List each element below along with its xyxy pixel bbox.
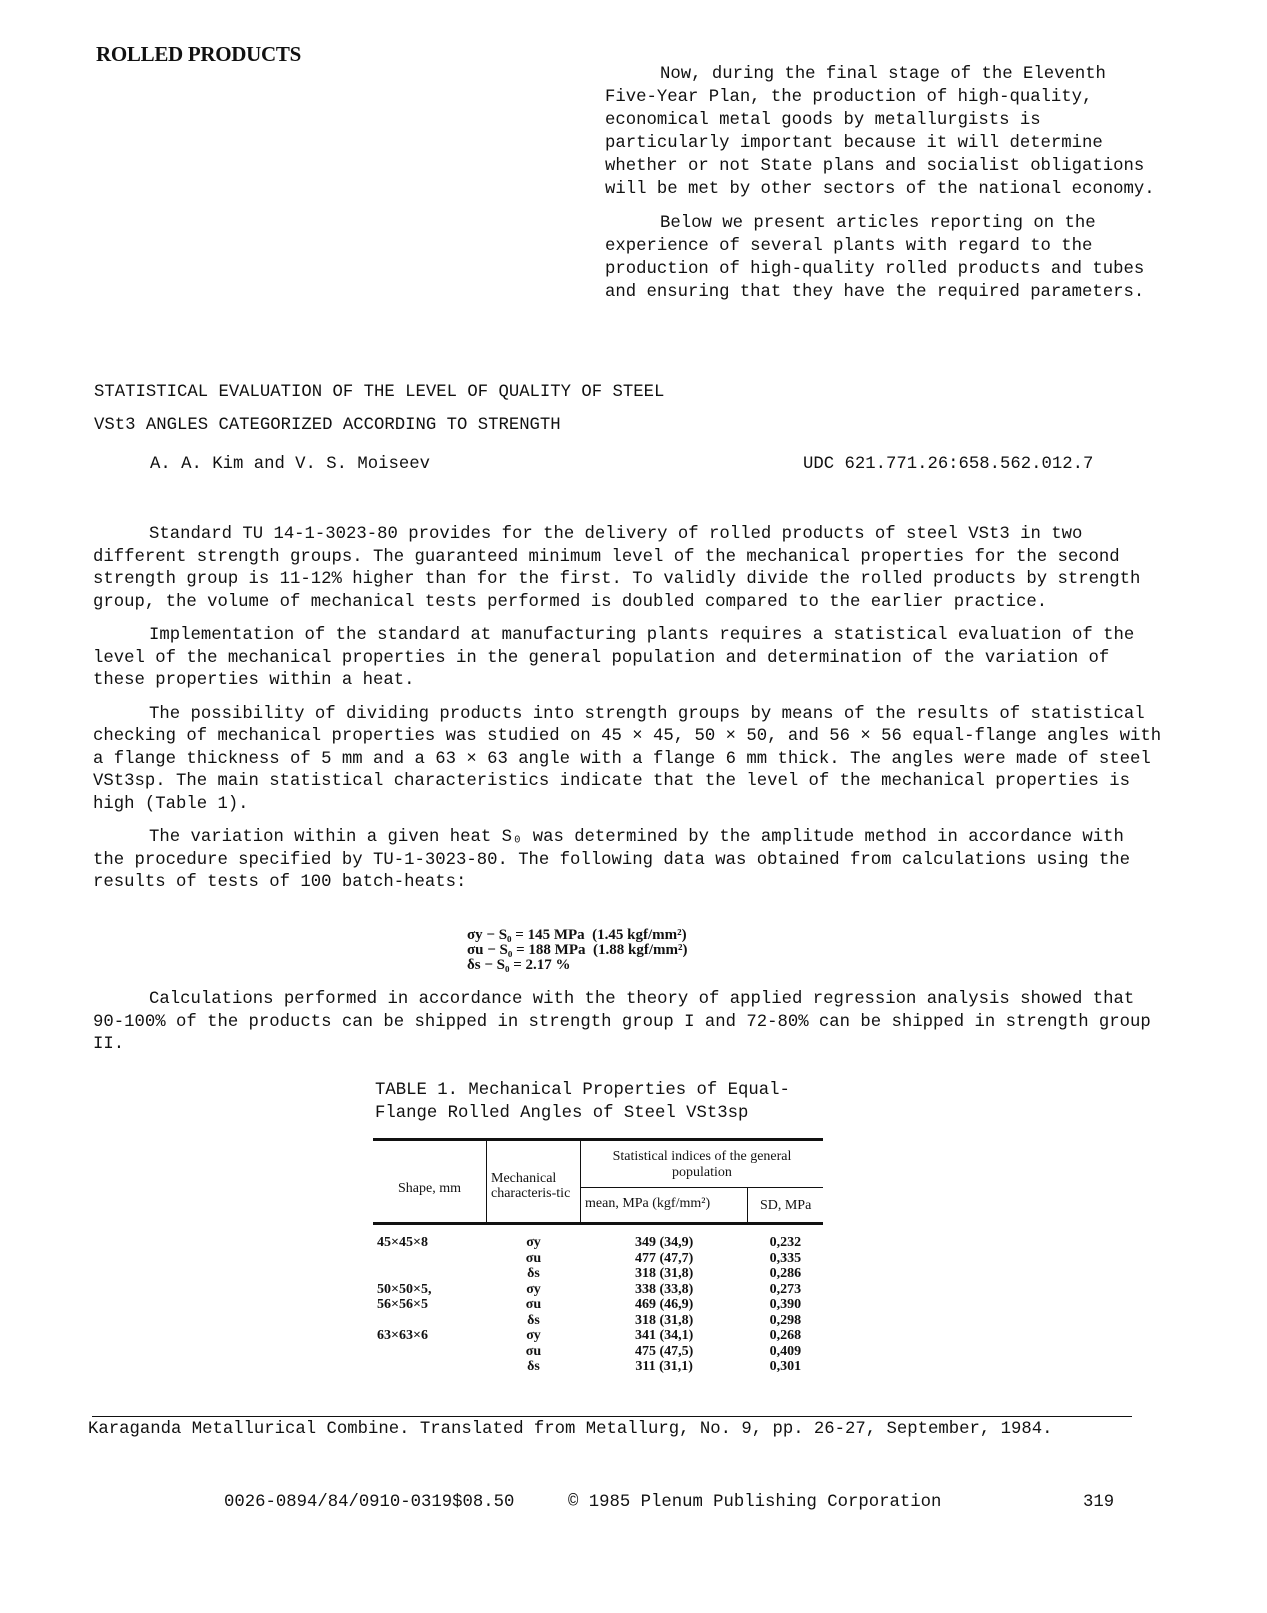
cell-mean: 477 (47,7) — [634, 1250, 694, 1266]
article-title-line-2: VSt3 ANGLES CATEGORIZED ACCORDING TO STRENGTH — [94, 416, 561, 435]
article-title — [94, 376, 664, 442]
table-row — [373, 1297, 823, 1313]
cell-mean: 341 (34,1) — [634, 1328, 694, 1343]
cell-sd: 0,409 — [769, 1343, 802, 1359]
cell-characteristic: σy — [526, 1328, 541, 1343]
footnote: Karaganda Metallurical Combine. Translated from Metallurg, No. 9, pp. 26-27, September, 1984. — [88, 1420, 1053, 1439]
cell-characteristic: δs — [527, 1312, 540, 1328]
body-paragraph-4: The variation within a given heat S₀ was determined by the amplitude method in accordance with the procedure specified by TU-1-3023-80. The following data was obtained from calculations using the results of tests of 100 batch-heats: — [93, 828, 1131, 892]
cell-characteristic: σy — [526, 1281, 541, 1297]
table-row — [373, 1328, 823, 1344]
cell-sd: 0,335 — [769, 1250, 802, 1266]
cell-sd: 0,273 — [769, 1281, 802, 1297]
cell-mean: 475 (47,5) — [634, 1343, 694, 1359]
formula-ultimate: σu − S₀ = 188 MPa (1.88 kgf/mm²) — [467, 942, 688, 958]
cell-characteristic: σu — [525, 1250, 542, 1266]
cell-mean: 318 (31,8) — [634, 1312, 694, 1328]
cell-mean: 318 (31,8) — [634, 1266, 694, 1281]
cell-mean: 469 (46,9) — [634, 1297, 694, 1312]
body-paragraph-2: Implementation of the standard at manufacturing plants requires a statistical evaluation of the level of the mechanical properties in the general population and determination of the variation of these properties within a heat. — [93, 626, 1135, 690]
formula-yield: σy − S₀ = 145 MPa (1.45 kgf/mm²) — [467, 927, 687, 943]
formula-elongation: δs − S₀ = 2.17 % — [467, 957, 571, 973]
table-row — [373, 1344, 823, 1360]
intro-paragraph-2: Below we present articles reporting on the experience of several plants with regard to the production of high-quality rolled products and tubes and ensuring that they have the required parameters. — [605, 214, 1145, 302]
body-paragraph-3: The possibility of dividing products into strength groups by means of the results of statistical checking of mechanical properties was studied on 45 × 45, 50 × 50, and 56 × 56 equal-flange angles with a flange thickness of 5 mm and a 63 × 63 angle with a flange 6 mm thick. The angles were made of steel VSt3sp. The main statistical characteristics indicate that the level of the mechanical properties is high (Table 1). — [93, 704, 1162, 814]
cell-mean: 338 (33,8) — [634, 1281, 694, 1297]
cell-mean: 311 (31,1) — [635, 1359, 693, 1374]
cell-characteristic: δs — [527, 1359, 540, 1374]
cell-sd: 0,268 — [769, 1328, 802, 1343]
copyright: © 1985 Plenum Publishing Corporation — [568, 1493, 942, 1512]
cell-shape: 45×45×8 — [377, 1235, 428, 1250]
cell-sd: 0,301 — [769, 1359, 802, 1374]
cell-shape — [373, 1313, 487, 1329]
footnote-divider — [92, 1416, 1132, 1417]
cell-shape: 50×50×5, — [377, 1281, 432, 1297]
cell-characteristic: σu — [525, 1297, 542, 1312]
body-paragraph-5: Calculations performed in accordance with the theory of applied regression analysis showed that 90-100% of the products can be shipped in strength group I and 72-80% can be shipped in strength group II. — [93, 990, 1151, 1054]
article-body — [93, 524, 1163, 906]
header-sd: SD, MPa — [748, 1188, 823, 1224]
header-shape: Shape, mm — [373, 1140, 487, 1224]
cell-characteristic: σy — [526, 1235, 541, 1250]
cell-sd: 0,298 — [769, 1312, 802, 1328]
cell-shape: 63×63×6 — [377, 1328, 428, 1343]
article-code: 0026-0894/84/0910-0319$08.50 — [224, 1493, 515, 1512]
table-row — [373, 1282, 823, 1298]
cell-sd: 0,390 — [769, 1297, 802, 1312]
cell-shape — [373, 1344, 487, 1360]
table-row — [373, 1359, 823, 1375]
formula-block — [467, 928, 688, 973]
article-body-end — [93, 989, 1163, 1057]
table-row — [373, 1313, 823, 1329]
header-mean: mean, MPa (kgf/mm²) — [581, 1188, 748, 1224]
header-statistical-indices: Statistical indices of the general population — [581, 1140, 824, 1188]
cell-shape — [373, 1266, 487, 1282]
cell-characteristic: σu — [525, 1343, 542, 1359]
table-row — [373, 1251, 823, 1267]
body-paragraph-1: Standard TU 14-1-3023-80 provides for the delivery of rolled products of steel VSt3 in two different strength groups. The guaranteed minimum level of the mechanical properties for the second strength group is 11-12% higher than for the first. To validly divide the rolled products by strength group, the volume of mechanical tests performed is doubled compared to the earlier practice. — [93, 525, 1141, 612]
table-row — [373, 1266, 823, 1282]
table-row — [373, 1235, 823, 1251]
cell-shape — [373, 1359, 487, 1375]
intro-block — [605, 63, 1165, 315]
table-caption — [375, 1079, 790, 1125]
cell-sd: 0,286 — [769, 1266, 802, 1281]
header-characteristic: Mechanical characteris-tic — [487, 1140, 581, 1224]
cell-shape: 56×56×5 — [377, 1297, 428, 1312]
article-title-line-1: STATISTICAL EVALUATION OF THE LEVEL OF QUALITY OF STEEL — [94, 383, 665, 402]
table-caption-line-1: TABLE 1. Mechanical Properties of Equal- — [375, 1081, 790, 1100]
cell-characteristic: δs — [527, 1266, 540, 1281]
table-caption-line-2: Flange Rolled Angles of Steel VSt3sp — [375, 1104, 749, 1123]
article-authors: A. A. Kim and V. S. Moiseev — [150, 455, 431, 474]
cell-shape — [373, 1251, 487, 1267]
page-number: 319 — [1083, 1493, 1115, 1512]
cell-mean: 349 (34,9) — [634, 1235, 694, 1250]
udc-code: UDC 621.771.26:658.562.012.7 — [803, 455, 1094, 474]
section-heading: ROLLED PRODUCTS — [96, 42, 301, 66]
properties-table — [373, 1138, 823, 1375]
intro-paragraph-1: Now, during the final stage of the Eleventh Five-Year Plan, the production of high-quality, economical metal goods by metallurgists is particularly important because it will determine whether or not State plans and socialist obligations will be met by other sectors of the national economy. — [605, 65, 1155, 199]
cell-sd: 0,232 — [769, 1235, 802, 1250]
